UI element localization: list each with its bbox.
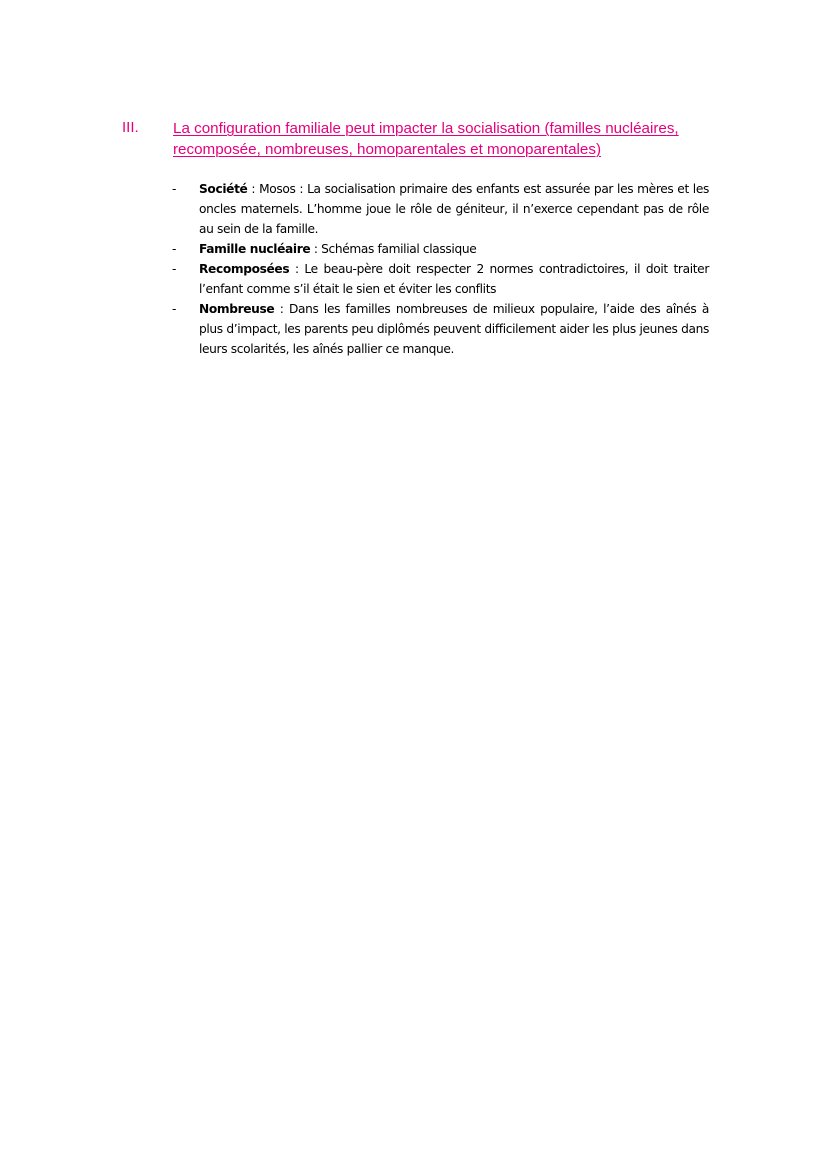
bullet-dash: - [172, 262, 177, 276]
bullet-dash: - [172, 182, 177, 196]
bullet-list [172, 179, 732, 359]
list-item [172, 179, 709, 239]
list-item [172, 259, 709, 299]
item-text: : Mosos : La socialisation primaire des enfants est assurée par les mères et les oncles maternels. L’homme joue le rôle de géniteur, il n’exerce cependant pas de rôle au sein de la famille. [199, 182, 709, 236]
item-text: : Dans les familles nombreuses de milieux populaire, l’aide des aînés à plus d’impact, les parents peu diplômés peuvent difficilement aider les plus jeunes dans leurs scolarités, les aînés pallier ce manque. [199, 302, 709, 356]
item-term: Nombreuse [199, 302, 275, 316]
section-number: III. [122, 119, 139, 136]
item-text: : Le beau-père doit respecter 2 normes contradictoires, il doit traiter l’enfant comme s’il était le sien et éviter les conflits [199, 262, 709, 296]
item-term: Recomposées [199, 262, 290, 276]
bullet-dash: - [172, 242, 177, 256]
item-term: Société [199, 182, 248, 196]
item-text: : Schémas familial classique [310, 242, 477, 256]
item-term: Famille nucléaire [199, 242, 311, 256]
bullet-dash: - [172, 302, 177, 316]
list-item [172, 299, 709, 359]
section-title: La configuration familiale peut impacter la socialisation (familles nucléaires, recomposée, nombreuses, homoparentales et monoparentales) [173, 120, 679, 158]
list-item [172, 239, 709, 259]
